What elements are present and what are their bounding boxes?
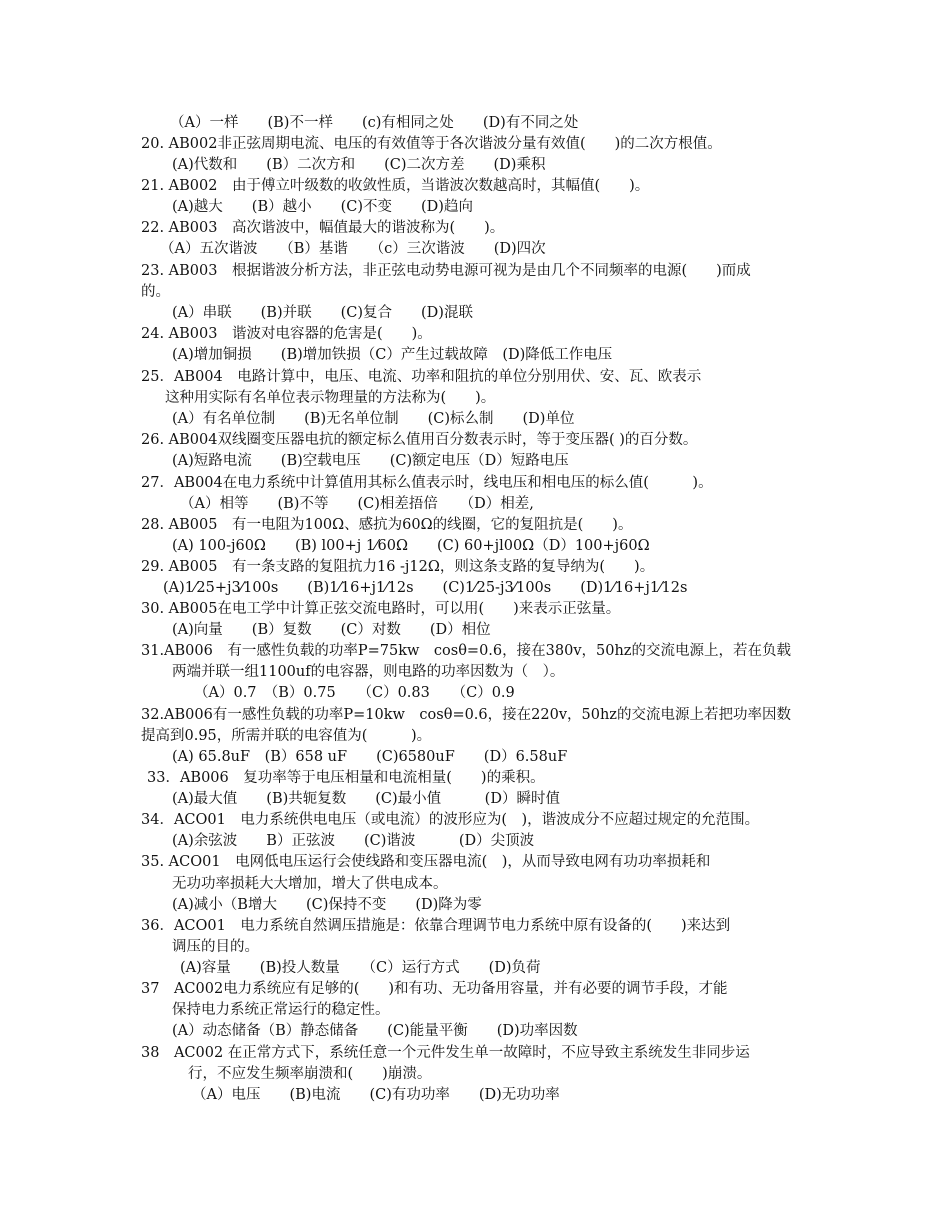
question-line: 22. AB003 高次谐波中，幅值最大的谐波称为( )。 bbox=[141, 220, 505, 236]
question-line: 保持电力系统正常运行的稳定性。 bbox=[172, 1002, 390, 1018]
option-line: (A）动态储备（B）静态储备 (C)能量平衡 (D)功率因数 bbox=[172, 1023, 578, 1039]
question-line: 调压的目的。 bbox=[172, 939, 259, 955]
question-line: 两端并联一组1100uf的电容器，则电路的功率因数为（ ）。 bbox=[172, 664, 565, 680]
question-line: 38 AC002 在正常方式下，系统任意一个元件发生单一故障时，不应导致主系统发生非同步运 bbox=[141, 1045, 750, 1061]
question-line: 21. AB002 由于傅立叶级数的收敛性质，当谐波次数越高时，其幅值( )。 bbox=[141, 178, 650, 194]
option-line: (A) 100-j60Ω (B) l00+j 1⁄60Ω (C) 60+jl00Ω（D）100+j60Ω bbox=[172, 538, 650, 554]
question-line: 31.AB006 有一感性负载的功率P=75kw cosθ=0.6，接在380v，50hz的交流电源上，若在负载 bbox=[141, 643, 791, 659]
question-line: 37 AC002电力系统应有足够的( )和有功、无功备用容量，并有必要的调节手段，才能 bbox=[141, 981, 728, 997]
question-line: 33．AB006 复功率等于电压相量和电流相量( )的乘积。 bbox=[147, 770, 545, 786]
option-line: (A)1⁄25+j3⁄100s (B)1⁄16+j1⁄12s (C)1⁄25-j3⁄100s (D)1⁄16+j1⁄12s bbox=[163, 580, 688, 596]
question-line: 29. AB005 有一条支路的复阻抗力16 -j12Ω，则这条支路的复导纳为( )。 bbox=[141, 559, 655, 575]
question-line: 35. ACO01 电网低电压运行会使线路和变压器电流( )，从而导致电网有功功率损耗和 bbox=[141, 854, 711, 870]
question-line: 36．ACO01 电力系统自然调压措施是：依靠合理调节电力系统中原有设备的( )来达到 bbox=[141, 918, 731, 934]
option-line: (A)短路电流 (B)空载电压 (C)额定电压（D）短路电压 bbox=[172, 453, 569, 469]
question-line: 20. AB002非正弦周期电流、电压的有效值等于各次谐波分量有效值( )的二次方根值。 bbox=[141, 136, 722, 152]
option-line: (A)越大 (B）越小 (C)不变 (D)趋向 bbox=[172, 199, 473, 215]
option-line: （A）0.7 （B）0.75 （C）0.83 （C）0.9 bbox=[194, 685, 515, 701]
question-line: 27．AB004在电力系统中计算值用其标么值表示时，线电压和相电压的标么值( )。 bbox=[141, 475, 713, 491]
option-line: （A）一样 (B)不一样 (c)有相同之处 (D)有不同之处 bbox=[170, 115, 579, 131]
question-line: 23. AB003 根据谐波分析方法，非正弦电动势电源可视为是由几个不同频率的电源( )而成 bbox=[141, 263, 751, 279]
option-line: (A）有名单位制 (B)无名单位制 (C)标么制 (D)单位 bbox=[172, 411, 575, 427]
question-line: 32.AB006有一感性负载的功率P=10kw cosθ=0.6，接在220v，50hz的交流电源上若把功率因数 bbox=[141, 707, 791, 723]
option-line: (A)余弦波 B）正弦波 (C)谐波 (D）尖顶波 bbox=[172, 833, 535, 849]
option-line: （A）电压 (B)电流 (C)有功功率 (D)无功功率 bbox=[192, 1087, 560, 1103]
question-line: 这种用实际有名单位表示物理量的方法称为( )。 bbox=[165, 390, 496, 406]
option-line: (A)容量 (B)投人数量 （C）运行方式 (D)负荷 bbox=[180, 960, 541, 976]
question-line: 28. AB005 有一电阻为100Ω、感抗为60Ω的线圈，它的复阻抗是( )。 bbox=[141, 517, 633, 533]
question-line: 的。 bbox=[141, 284, 170, 300]
question-line: 提高到0.95，所需并联的电容值为( )。 bbox=[141, 728, 432, 744]
option-line: (A)增加铜损 (B)增加铁损（C）产生过载故障 (D)降低工作电压 bbox=[172, 347, 613, 363]
option-line: （A）相等 (B)不等 (C)相差捂倍 （D）相差, bbox=[180, 496, 534, 512]
question-line: 26. AB004双线圈变压器电抗的额定标么值用百分数表示时，等于变压器( )的百分数。 bbox=[141, 432, 698, 448]
option-line: (A) 65.8uF (B）658 uF (C)6580uF (D）6.58uF bbox=[172, 749, 568, 765]
question-line: 24. AB003 谐波对电容器的危害是( )。 bbox=[141, 326, 432, 342]
question-line: 30. AB005在电工学中计算正弦交流电路时，可以用( )来表示正弦量。 bbox=[141, 601, 621, 617]
option-line: (A)减小（B增大 (C)保持不变 (D)降为零 bbox=[172, 897, 482, 913]
option-line: (A)最大值 (B)共轭复数 (C)最小值 (D）瞬时值 bbox=[172, 791, 560, 807]
question-line: 行，不应发生频率崩溃和( )崩溃。 bbox=[188, 1066, 432, 1082]
question-line: 无功功率损耗大大增加，增大了供电成本。 bbox=[172, 876, 448, 892]
option-line: (A)向量 (B）复数 (C）对数 (D）相位 bbox=[172, 622, 491, 638]
option-line: （A）五次谐波 （B）基谐 （c）三次谐波 (D)四次 bbox=[160, 241, 546, 257]
question-line: 34．ACO01 电力系统供电电压（或电流）的波形应为( )，谐波成分不应超过规定的允范围。 bbox=[141, 812, 760, 828]
option-line: (A）串联 (B)并联 (C)复合 (D)混联 bbox=[172, 305, 473, 321]
option-line: (A)代数和 (B）二次方和 (C)二次方差 (D)乘积 bbox=[172, 157, 546, 173]
question-line: 25．AB004 电路计算中，电压、电流、功率和阻抗的单位分别用伏、安、瓦、欧表示 bbox=[141, 369, 702, 385]
